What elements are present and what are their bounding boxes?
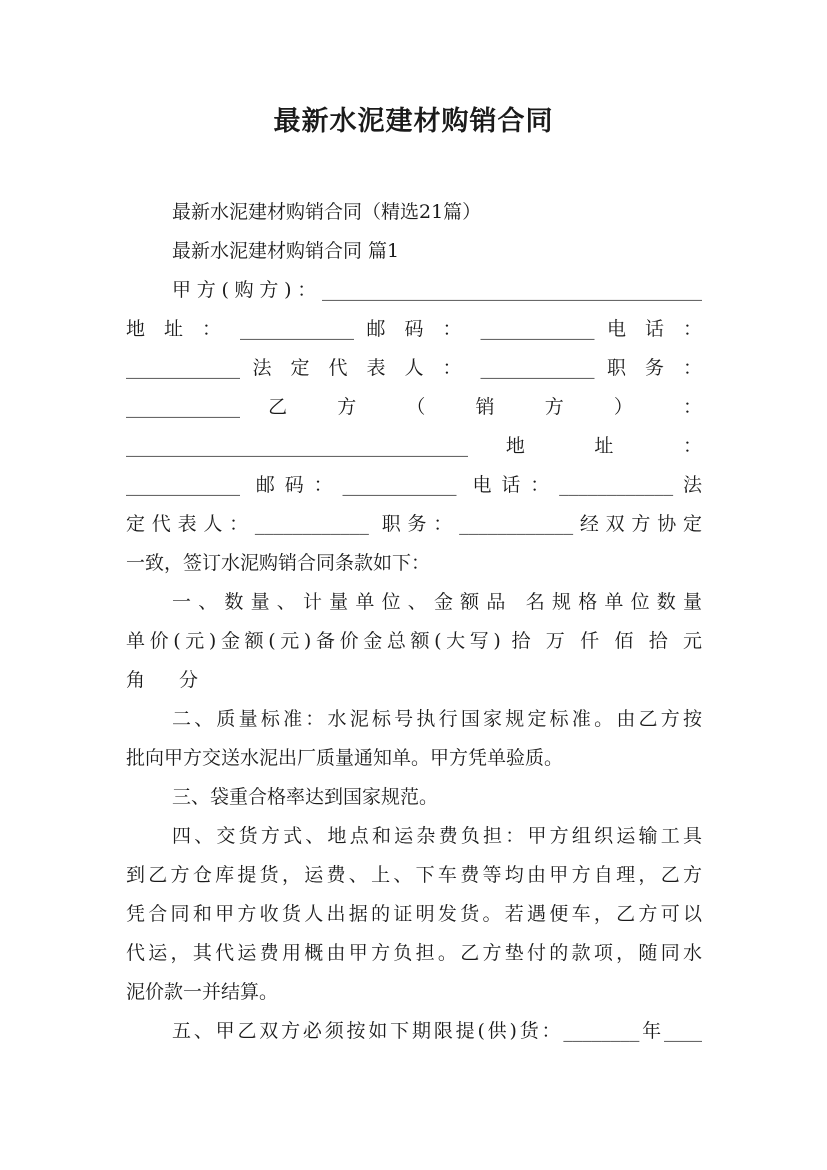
clause-4-line: 四、交货方式、地点和运杂费负担：甲方组织运输工具 xyxy=(172,825,702,847)
party-b-line: ____________ 乙 方 （ 销 方 ） ： xyxy=(126,396,702,418)
clause-1-continuation: 单价(元)金额(元)备价金总额(大写) 拾 万 仟 佰 拾 元 xyxy=(126,630,702,652)
party-a-line: 甲方(购方)：________________________________________ xyxy=(172,279,702,301)
representative-line: ____________ 法 定 代 表 人 ： ____________ 职 务 ： xyxy=(126,357,702,379)
party-b-contact-line: ____________ 邮码：____________ 电话：____________法 xyxy=(126,474,702,496)
clause-2-line: 二、质量标准：水泥标号执行国家规定标准。由乙方按 xyxy=(172,708,702,730)
clause-2-continuation: 批向甲方交送水泥出厂质量通知单。甲方凭单验质。 xyxy=(126,747,564,769)
address-line: 地 址 ： ____________ 邮 码 ： ____________ 电 话 ： xyxy=(126,318,702,340)
party-b-representative-line: 定代表人：____________ 职务：____________经双方协定 xyxy=(126,513,702,535)
clause-4-continuation-1: 到乙方仓库提货，运费、上、下车费等均由甲方自理，乙方 xyxy=(126,864,702,886)
clause-1-end: 角 分 xyxy=(126,669,213,691)
agreement-line: 一致，签订水泥购销合同条款如下： xyxy=(126,552,431,574)
clause-4-continuation-2: 凭合同和甲方收货人出据的证明发货。若遇便车，乙方可以 xyxy=(126,903,702,925)
subtitle-line: 最新水泥建材购销合同（精选21篇） xyxy=(172,201,482,223)
clause-3-line: 三、袋重合格率达到国家规范。 xyxy=(172,786,439,808)
clause-4-continuation-3: 代运，其代运费用概由甲方负担。乙方垫付的款项，随同水 xyxy=(126,942,702,964)
party-b-address-line: ____________________________________ 地 址 ： xyxy=(126,435,702,457)
document-title: 最新水泥建材购销合同 xyxy=(273,106,554,137)
section-heading: 最新水泥建材购销合同 篇1 xyxy=(172,240,400,262)
clause-1-line: 一、数量、计量单位、金额品 名规格单位数量 xyxy=(172,591,702,613)
clause-5-line: 五、甲乙双方必须按如下期限提(供)货：________年____ xyxy=(172,1020,702,1042)
clause-4-end: 泥价款一并结算。 xyxy=(126,981,279,1003)
